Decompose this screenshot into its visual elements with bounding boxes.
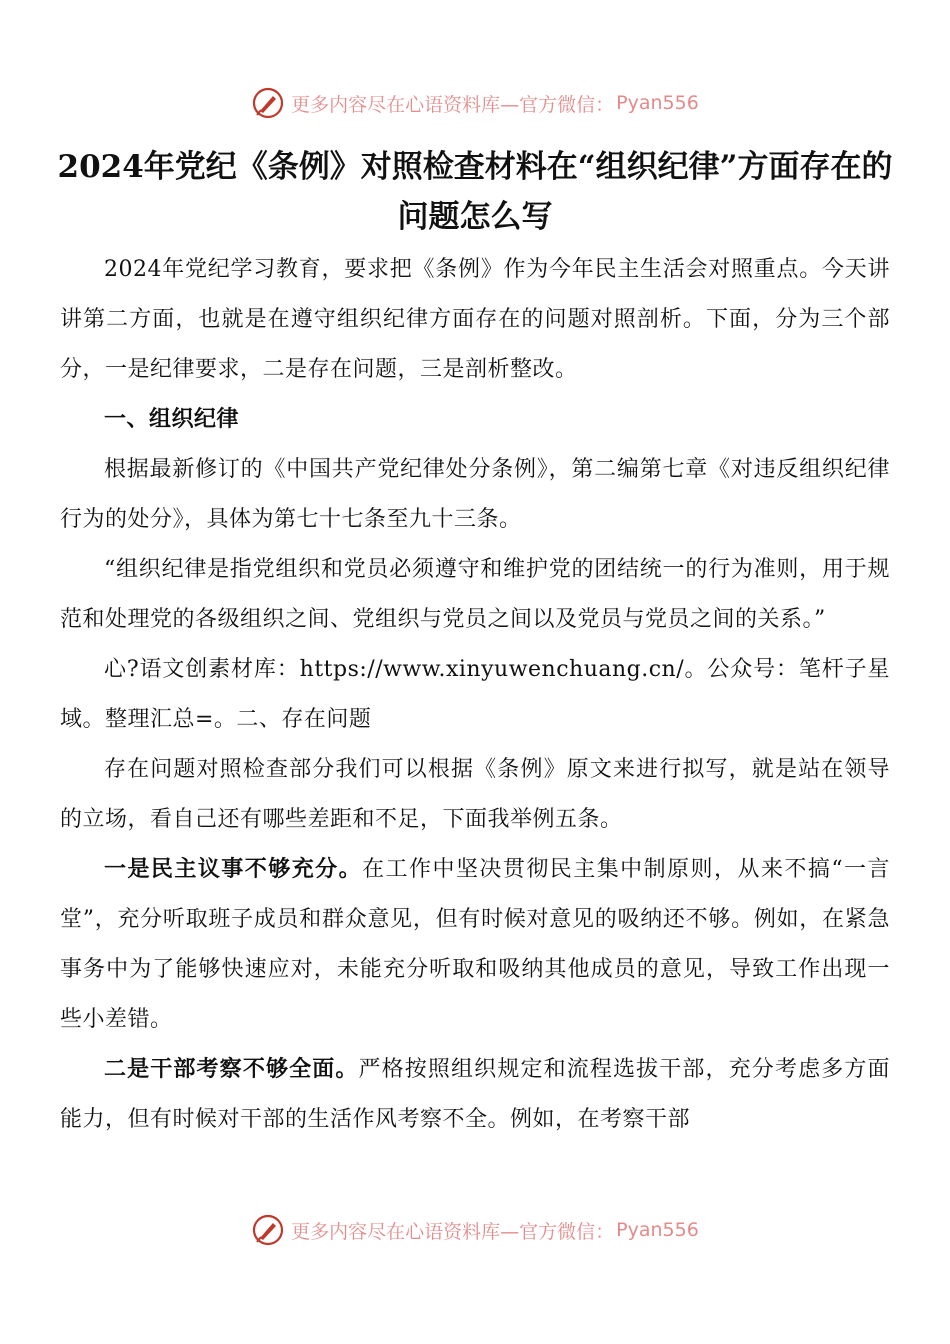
document-title: 2024年党纪《条例》对照检查材料在“组织纪律”方面存在的问题怎么写 — [57, 149, 893, 235]
method-paragraph: 存在问题对照检查部分我们可以根据《条例》原文来进行拟写，就是站在领导的立场，看自己还有哪些差距和不足，下面我举例五条。 — [60, 757, 890, 832]
problem-item-2 — [60, 1045, 890, 1145]
section-heading-organizational-discipline: 一、组织纪律 — [104, 407, 240, 432]
watermark-text: 更多内容尽在心语资料库—官方微信： — [291, 1220, 615, 1243]
problem-item-1-text: 在工作中坚决贯彻民主集中制原则，从来不搞“一言堂”，充分听取班子成员和群众意见，但有时候对意见的吸纳还不够。例如，在紧急事务中为了能够快速应对，未能充分听取和吸纳其他成员的意见，导致工作出现一些小差错。 — [60, 857, 890, 1032]
document-body — [60, 245, 890, 1145]
pen-nib-logo-icon — [251, 1213, 285, 1247]
problem-item-2-lead: 二是干部考察不够全面。 — [104, 1057, 359, 1082]
intro-paragraph: 2024年党纪学习教育，要求把《条例》作为今年民主生活会对照重点。今天讲讲第二方面，也就是在遵守组织纪律方面存在的问题对照剖析。下面，分为三个部分，一是纪律要求，二是存在问题，三是剖析整改。 — [60, 257, 890, 382]
source-paragraph: 心?语文创素材库：https://www.xinyuwenchuang.cn/。公众号：笔杆子星域。整理汇总=。二、存在问题 — [60, 657, 890, 732]
watermark-text: 更多内容尽在心语资料库—官方微信： — [291, 93, 615, 116]
watermark-wechat-id: Pyan556 — [616, 92, 699, 114]
basis-paragraph: 根据最新修订的《中国共产党纪律处分条例》，第二编第七章《对违反组织纪律行为的处分》，具体为第七十七条至九十三条。 — [60, 457, 890, 532]
watermark-banner-bottom — [0, 1210, 950, 1250]
watermark-banner-top — [0, 83, 950, 123]
watermark-wechat-id: Pyan556 — [616, 1219, 699, 1241]
quote-paragraph: “组织纪律是指党组织和党员必须遵守和维护党的团结统一的行为准则，用于规范和处理党的各级组织之间、党组织与党员之间以及党员与党员之间的关系。” — [60, 557, 890, 632]
problem-item-1-lead: 一是民主议事不够充分。 — [104, 857, 363, 882]
problem-item-1 — [60, 845, 890, 1045]
problem-item-2-text: 严格按照组织规定和流程选拔干部，充分考虑多方面能力，但有时候对干部的生活作风考察不全。例如，在考察干部 — [60, 1057, 890, 1132]
pen-nib-logo-icon — [251, 86, 285, 120]
